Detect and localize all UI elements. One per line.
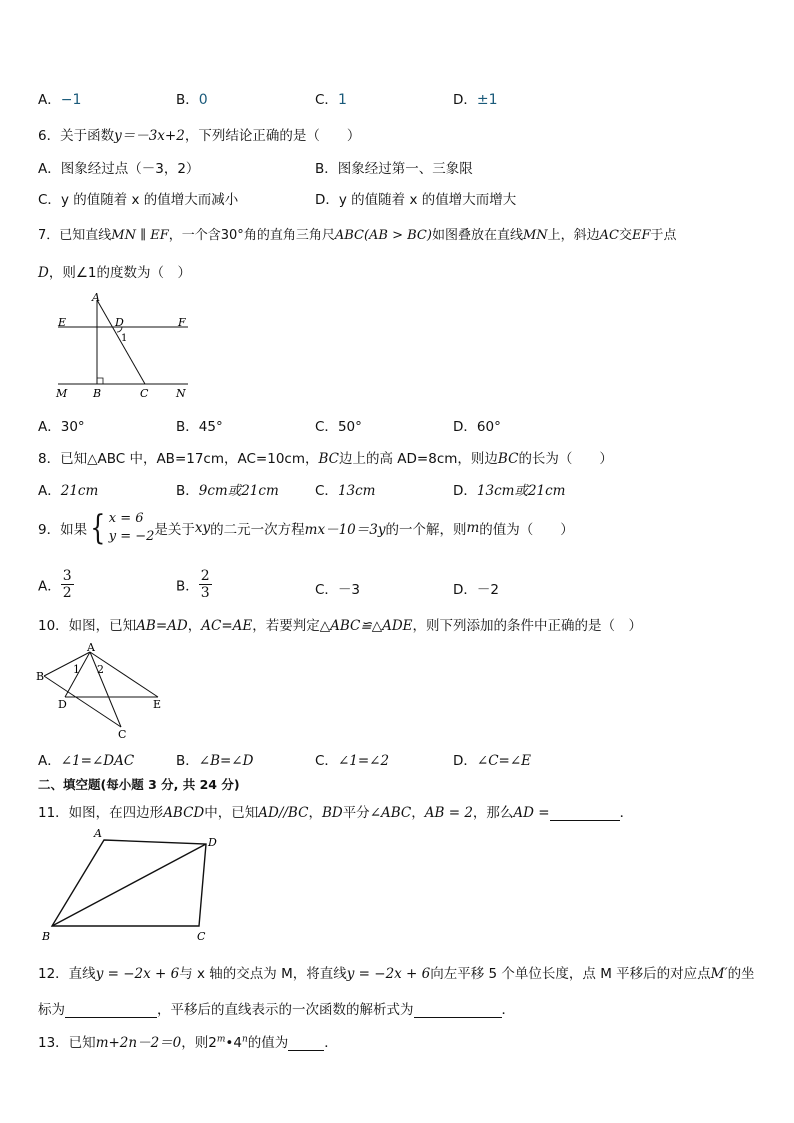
- side-ac: [90, 652, 121, 727]
- q12-answer-blank-1[interactable]: [65, 1003, 157, 1018]
- q8-option-c: C．13cm: [315, 483, 376, 499]
- q7-stem-line2: D，则∠1的度数为（ ）: [38, 265, 192, 281]
- q13-stem: 13．已知m+2n－2＝0，则2$^m$•4$^n$的值为 ．: [38, 1034, 338, 1051]
- right-angle-mark: [97, 378, 103, 384]
- q6-stem: 6．关于函数y＝－3x+2，下列结论正确的是（ ）: [38, 128, 361, 144]
- q7-option-d: D．60°: [453, 419, 501, 435]
- label-d: D: [58, 698, 67, 711]
- q6-option-b: B．图象经过第一、三象限: [315, 161, 473, 177]
- label-n: N: [176, 387, 186, 400]
- q6-option-d: D．y 的值随着 x 的值增大而增大: [315, 192, 517, 208]
- q10-option-c: C．∠1=∠2: [315, 753, 390, 769]
- q9-stem: 9．如果{ x = 6 y = −2 是关于xy的二元一次方程mx－10＝3y的一个解，则m的值为（ ）: [38, 508, 574, 548]
- label-d: D: [115, 316, 124, 329]
- label-b: B: [36, 670, 45, 683]
- q9-option-d: D．－2: [453, 582, 499, 598]
- diagonal-bd: [52, 844, 206, 926]
- q7-option-c: C．50°: [315, 419, 362, 435]
- label-e: E: [153, 698, 162, 711]
- label-a: A: [94, 827, 102, 840]
- q7-stem-line1: 7．已知直线MN ∥ EF，一个含30°角的直角三角尺ABC(AB > BC)如图叠放在直线MN上，斜边AC交EF于点: [38, 228, 677, 243]
- q7-option-a: A．30°: [38, 419, 85, 435]
- q7-figure: [50, 292, 200, 402]
- q8-stem: 8．已知△ABC 中，AB=17cm，AC=10cm，BC边上的高 AD=8cm，则边BC的长为（ ）: [38, 451, 613, 467]
- q9-brace: {: [90, 508, 106, 548]
- q6-option-a: A．图象经过点（－3，2）: [38, 161, 200, 177]
- q10-option-a: A．∠1=∠DAC: [38, 753, 135, 769]
- label-a: A: [92, 291, 100, 304]
- q5-option-a: A．−1: [38, 92, 82, 108]
- label-m: M: [56, 387, 68, 400]
- side-bc: [44, 676, 121, 727]
- label-f: F: [178, 316, 186, 329]
- q12-stem-line2: 标为 ，平移后的直线表示的一次函数的解析式为 ．: [38, 1002, 515, 1018]
- q7-option-b: B．45°: [176, 419, 223, 435]
- q6-option-c: C．y 的值随着 x 的值增大而减小: [38, 192, 239, 208]
- q12-stem-line1: 12．直线y = −2x + 6与 x 轴的交点为 M，将直线y = −2x + 6向左平移 5 个单位长度，点 M 平移后的对应点M′的坐: [38, 966, 755, 982]
- label-b: B: [93, 387, 102, 400]
- q8-option-a: A．21cm: [38, 483, 99, 499]
- label-d: D: [208, 836, 217, 849]
- label-angle1: 1: [73, 663, 80, 676]
- label-a: A: [87, 641, 95, 654]
- q9-option-a: A． $\frac{3}{2}$: [38, 568, 72, 601]
- q8-option-d: D．13cm或21cm: [453, 483, 566, 499]
- label-c: C: [118, 728, 127, 741]
- q8-option-b: B．9cm或21cm: [176, 483, 279, 499]
- q9-option-c: C．－3: [315, 582, 361, 598]
- q11-stem: 11．如图，在四边形ABCD中，已知AD//BC，BD平分∠ABC，AB = 2，那么AD = ．: [38, 805, 634, 821]
- label-angle2: 2: [97, 663, 104, 676]
- q5-option-b: B．0: [176, 92, 208, 108]
- section2-title: 二、填空题(每小题 3 分, 共 24 分): [38, 777, 240, 792]
- label-b: B: [42, 930, 51, 943]
- q9-system: x = 6 y = −2: [108, 511, 155, 544]
- q10-option-d: D．∠C=∠E: [453, 753, 532, 769]
- q10-figure: [36, 640, 171, 740]
- q11-figure: [40, 826, 225, 946]
- q12-answer-blank-2[interactable]: [414, 1003, 502, 1018]
- q5-option-d: D．±1: [453, 92, 498, 108]
- q9-option-b: B． $\frac{2}{3}$: [176, 568, 210, 601]
- label-angle1: 1: [121, 333, 128, 344]
- q10-stem: 10．如图，已知AB=AD，AC=AE，若要判定△ABC≌△ADE，则下列添加的条件中正确的是（ ）: [38, 618, 643, 634]
- q5-option-c: C．1: [315, 92, 347, 108]
- q11-answer-blank[interactable]: [550, 806, 620, 821]
- label-c: C: [197, 930, 206, 943]
- label-e: E: [58, 316, 67, 329]
- q10-option-b: B．∠B=∠D: [176, 753, 254, 769]
- q13-answer-blank[interactable]: [288, 1036, 324, 1051]
- label-c: C: [140, 387, 149, 400]
